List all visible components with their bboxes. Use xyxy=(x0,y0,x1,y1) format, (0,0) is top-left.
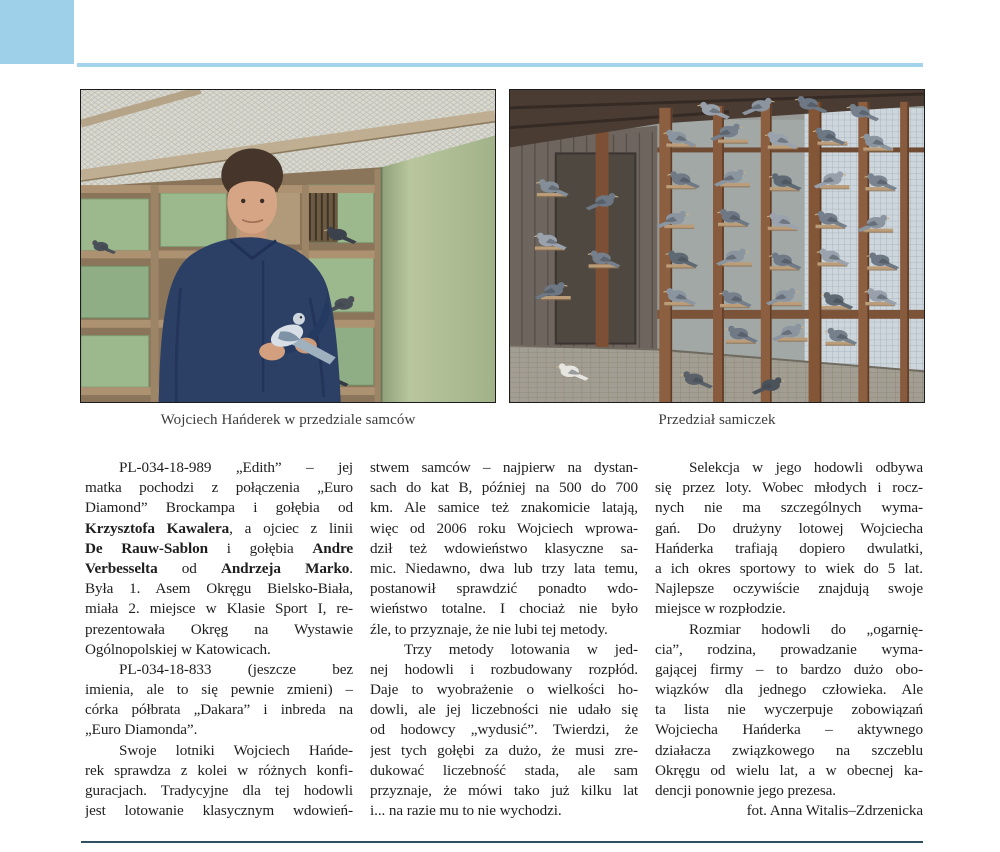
page-top-accent-square xyxy=(0,0,74,64)
article-text-line: Okręgu od wielu lat, a w obecnej ka- xyxy=(655,761,923,779)
article-text-line: a ich okres sportowy to wiek do 5 lat. xyxy=(655,559,923,577)
article-text-line: cia”, rodzina, prowadzanie wyma- xyxy=(655,640,923,658)
article-text-line: Krzysztofa Kawalera, a ojciec z linii xyxy=(85,519,353,537)
bottom-rule xyxy=(81,841,923,843)
left-photo-image xyxy=(80,89,496,403)
article-text-line: wieństwo totalne. I chociaż nie było xyxy=(370,600,638,618)
article-text-line: Selekcja w jego hodowli odbywa xyxy=(689,459,923,476)
article-text-line: rek sprawdza z kolei w różnych konfi- xyxy=(85,761,353,779)
article-text-line: PL-034-18-989 „Edith” – jej xyxy=(119,459,353,476)
article-text-line: nej hodowli i rozbudowany rozpłód. xyxy=(370,660,638,678)
article-text-line: Była 1. Asem Okręgu Bielsko-Biała, xyxy=(85,580,353,598)
article-text-line: Diamond” Brockampa i gołębia od xyxy=(85,499,353,517)
article-text-line: miała 2. miejsce w Klasie Sport I, re- xyxy=(85,600,353,618)
article-text-line: wiązków dla jednego człowieka. Ale xyxy=(655,681,923,699)
article-text-line: jest tych gołębi za dużo, że musi zre- xyxy=(370,741,638,759)
article-text-line: „Euro Diamonda”. xyxy=(85,721,198,739)
article-text-line: prezentowała Okręg na Wystawie xyxy=(85,620,353,638)
article-text-line: guracjach. Tradycyjne dla tej hodowli xyxy=(85,782,353,799)
article-text-line: dowli, ale jej liczebności nie udało się xyxy=(370,701,638,719)
article-text-line: dukować liczebność stada, ale sam xyxy=(370,761,638,779)
article-text-line: gającej firmy – to bardzo dużo obo- xyxy=(655,660,923,678)
right-photo-image xyxy=(509,89,925,403)
right-photo-caption: Przedział samiczek xyxy=(658,412,776,428)
article-text-line: Trzy metody lotowania w jed- xyxy=(404,640,638,658)
article-text-line: Swoje lotniki Wojciech Hańde- xyxy=(119,741,353,759)
article-column-1 xyxy=(85,458,353,821)
article-text-line: miejsce w rozpłodzie. xyxy=(655,600,786,618)
article-column-2 xyxy=(370,458,638,821)
article-text-line: działacza związkowego na szczeblu xyxy=(655,741,923,759)
article-text-line: matka pochodzi z połączenia „Euro xyxy=(85,479,353,497)
article-column-3 xyxy=(655,458,923,821)
article-text-line: dencji ponownie jego prezesa. xyxy=(655,782,836,799)
article-text-line: sach do kat B, później na 500 do 700 xyxy=(370,479,638,497)
article-text-line: mic. Niedawno, dwa lub trzy lata temu, xyxy=(370,559,638,577)
article-text-line: Rozmiar hodowli do „ogarnię- xyxy=(689,620,923,638)
article-body xyxy=(85,458,923,821)
article-text-line: Ogólnopolskiej w Katowicach. xyxy=(85,640,271,658)
article-text-line: Daje to wyobrażenie o wielkości ho- xyxy=(370,681,638,699)
page-top-accent-bar xyxy=(77,63,923,67)
article-text-line: PL-034-18-833 (jeszcze bez xyxy=(119,660,353,678)
article-text-line: córka półbrata „Dakara” i inbreda na xyxy=(85,701,353,719)
article-text-line: Hańderka trafiają dopiero dwulatki, xyxy=(655,539,923,557)
article-text-line: postanowił sprawdzić ponadto wdo- xyxy=(370,580,638,598)
article-text-line: De Rauw-Sablon i gołębia Andre xyxy=(85,539,353,557)
article-text-line: dził też wdowieństwo klasyczne sa- xyxy=(370,539,638,557)
article-text-line: przyznaje, że mówi tako już kilku lat xyxy=(370,782,638,799)
article-text-line: nych nie ma szczególnych wyma- xyxy=(655,499,923,517)
article-text-line: stwem samców – najpierw na dystan- xyxy=(370,459,638,476)
right-figure xyxy=(509,89,925,429)
article-text-line: i... na razie mu to nie wychodzi. xyxy=(370,802,562,820)
article-text-line: gań. Do drużyny lotowej Wojciecha xyxy=(655,519,923,537)
left-figure xyxy=(80,89,496,429)
article-text-line: źle, to przyznaje, że nie lubi tej metody. xyxy=(370,620,608,638)
article-text-line: więc od 2006 roku Wojciech wprowa- xyxy=(370,519,638,537)
photo-credit-line: fot. Anna Witalis–Zdrzenicka xyxy=(746,802,923,820)
article-text-line: ta lista nie wyczerpuje zobowiązań xyxy=(655,701,923,719)
article-text-line: od hodowcy „wydusić”. Twierdzi, że xyxy=(370,721,638,739)
article-text-line: km. Ale samice też znakomicie latają, xyxy=(370,499,638,517)
article-text-line: imienia, ale to się pewnie zmieni) – xyxy=(85,681,353,699)
article-text-line: jest lotowanie klasycznym wdowień- xyxy=(85,802,353,820)
article-text-line: Najlepsze oczywiście znajdują swoje xyxy=(655,580,923,598)
article-text-line: Wojciecha Hańderka – aktywnego xyxy=(655,721,923,739)
article-text-line: się przez loty. Wobec młodych i rocz- xyxy=(655,479,923,497)
left-photo-caption: Wojciech Hańderek w przedziale samców xyxy=(160,412,416,428)
article-text-line: Verbesselta od Andrzeja Marko. xyxy=(85,559,353,577)
